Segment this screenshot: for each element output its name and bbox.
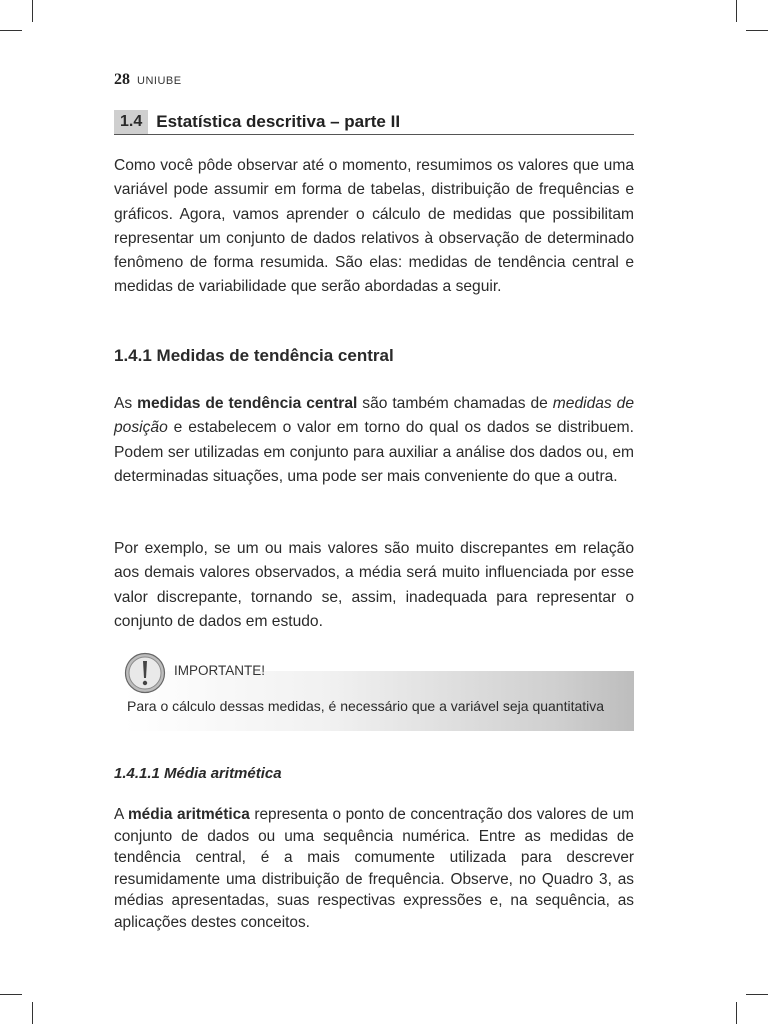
text-run: As [114,395,138,412]
important-callout [114,652,634,732]
text-run: A [114,806,128,823]
bold-term: medidas de tendência central [137,395,358,412]
section-title: Estatística descritiva – parte II [156,112,401,131]
subsubsection-title: 1.4.1.1 Média aritmética [114,765,282,782]
text-run: representa o ponto de concentração dos valores de um conjunto de dados ou uma sequência numérica. Entre as medidas de tendência central, é a mais comumente utilizada para descrever resumidamente uma distribuição de frequência. Observe, no Quadro 3, as médias apresentadas, suas respectivas expressões e, na sequência, as aplicações destes conceitos. [114,806,634,931]
crop-mark-top-left-h [0,30,22,31]
central-tendency-paragraph [114,392,634,489]
text-run: são também chamadas de [357,395,553,412]
section-number: 1.4 [114,110,148,134]
section-heading [114,110,634,135]
crop-mark-bottom-right-h [746,994,768,995]
example-paragraph: Por exemplo, se um ou mais valores são muito discrepantes em relação aos demais valores observados, a média será muito influenciada por esse valor discrepante, tornando se, assim, inadequada para representar o conjunto de dados em estudo. [114,540,634,630]
crop-mark-bottom-left-v [32,1002,33,1024]
page-number: 28 [114,71,130,88]
crop-mark-bottom-right-v [736,1002,737,1024]
italic-term: medidas de posição [114,395,635,437]
mean-paragraph [114,804,634,934]
crop-mark-bottom-left-h [0,994,22,995]
exclamation-icon [124,652,166,694]
callout-title: IMPORTANTE! [174,663,266,678]
intro-paragraph: Como você pôde observar até o momento, resumimos os valores que uma variável pode assumir em forma de tabelas, distribuição de frequências e gráficos. Agora, vamos aprender o cálculo de medidas que possibilitam representar um conjunto de dados relativos à observação de determinado fenômeno de forma resumida. São elas: medidas de tendência central e medidas de variabilidade que serão abordadas a seguir. [114,157,634,296]
page-header [114,71,182,91]
running-head: UNIUBE [137,75,182,87]
crop-mark-top-right-h [746,30,768,31]
bold-term: média aritmética [127,806,250,823]
text-run: e estabelecem o valor em torno do qual os dados se distribuem. Podem ser utilizadas em conjunto para auxiliar a análise dos dados ou, em determinadas situações, uma pode ser mais conveniente do que a outra. [114,419,634,485]
callout-text: Para o cálculo dessas medidas, é necessário que a variável seja quantitativa [127,698,605,714]
crop-mark-top-left-v [32,0,33,22]
crop-mark-top-right-v [736,0,737,22]
subsection-title: 1.4.1 Medidas de tendência central [114,346,394,365]
